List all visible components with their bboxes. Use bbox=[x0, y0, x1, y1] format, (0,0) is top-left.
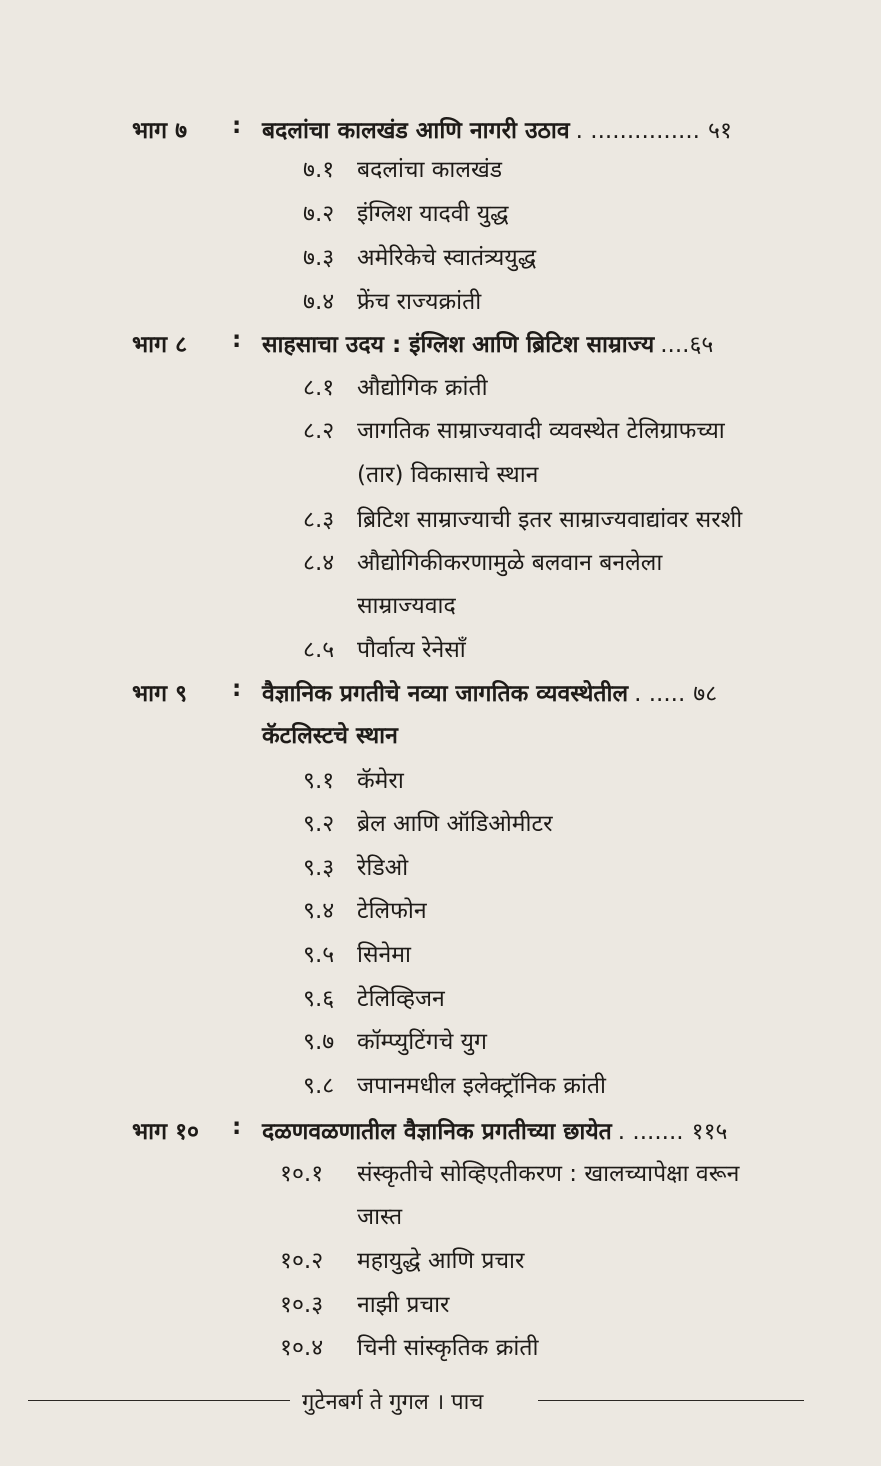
item-number: ७.२ bbox=[303, 201, 335, 227]
item-text: इंग्लिश यादवी युद्ध bbox=[357, 201, 509, 227]
item-text: नाझी प्रचार bbox=[357, 1292, 450, 1318]
page-number: ११५ bbox=[691, 1119, 728, 1145]
item-text-continued: साम्राज्यवाद bbox=[357, 593, 456, 619]
leader-dots: . ....... bbox=[617, 1119, 684, 1145]
leader-dots: .... bbox=[660, 332, 690, 358]
item-text: ब्रेल आणि ऑडिओमीटर bbox=[357, 811, 553, 837]
item-text: फ्रेंच राज्यक्रांती bbox=[357, 289, 482, 315]
item-number: ८.२ bbox=[303, 418, 335, 444]
part-heading bbox=[0, 676, 881, 716]
item-text-continued: (तार) विकासाचे स्थान bbox=[357, 462, 539, 488]
part-label: भाग ७ bbox=[132, 118, 188, 144]
page-footer bbox=[0, 1386, 881, 1416]
item-number: १०.३ bbox=[280, 1292, 324, 1318]
part-title-line bbox=[262, 676, 717, 708]
page-number: ५१ bbox=[707, 118, 732, 144]
part-title-line bbox=[262, 327, 713, 359]
part-colon: : bbox=[232, 676, 242, 702]
item-number: ९.२ bbox=[303, 811, 335, 837]
footer-text: गुटेनबर्ग ते गुगल । पाच bbox=[302, 1390, 484, 1415]
item-number: ८.१ bbox=[303, 375, 335, 401]
item-text: जागतिक साम्राज्यवादी व्यवस्थेत टेलिग्राफच्या bbox=[357, 418, 725, 444]
page-number: ६५ bbox=[689, 332, 714, 358]
item-text: कॉम्प्युटिंगचे युग bbox=[357, 1029, 487, 1055]
part-colon: : bbox=[232, 1114, 242, 1140]
item-number: १०.२ bbox=[280, 1248, 324, 1274]
part-colon: : bbox=[232, 327, 242, 353]
page-number: ७८ bbox=[693, 681, 718, 707]
item-text: औद्योगिकीकरणामुळे बलवान बनलेला bbox=[357, 550, 663, 576]
item-text: बदलांचा कालखंड bbox=[357, 157, 503, 183]
part-label: भाग ९ bbox=[132, 681, 188, 707]
item-text: ब्रिटिश साम्राज्याची इतर साम्राज्यवाद्यांवर सरशी bbox=[357, 507, 743, 533]
item-number: ७.१ bbox=[303, 157, 335, 183]
item-number: ७.४ bbox=[303, 289, 335, 315]
item-text: रेडिओ bbox=[357, 855, 409, 881]
item-text: कॅमेरा bbox=[357, 768, 404, 794]
item-number: ९.१ bbox=[303, 768, 335, 794]
item-text: औद्योगिक क्रांती bbox=[357, 375, 488, 401]
item-text: संस्कृतीचे सोव्हिएतीकरण : खालच्यापेक्षा वरून bbox=[357, 1161, 740, 1187]
item-number: ९.४ bbox=[303, 898, 335, 924]
part-title: वैज्ञानिक प्रगतीचे नव्या जागतिक व्यवस्थेतील bbox=[262, 681, 629, 707]
part-label: भाग ८ bbox=[132, 332, 188, 358]
item-number: ९.५ bbox=[303, 942, 335, 968]
footer-rule-left bbox=[28, 1400, 290, 1401]
part-title: साहसाचा उदय : इंग्लिश आणि ब्रिटिश साम्राज्य bbox=[262, 332, 655, 358]
item-text: महायुद्धे आणि प्रचार bbox=[357, 1248, 525, 1274]
part-heading bbox=[0, 1114, 881, 1154]
leader-dots: . ..... bbox=[634, 681, 686, 707]
item-number: ९.६ bbox=[303, 986, 335, 1012]
part-title: बदलांचा कालखंड आणि नागरी उठाव bbox=[262, 118, 570, 144]
item-number: ९.७ bbox=[303, 1029, 335, 1055]
part-heading bbox=[0, 113, 881, 153]
part-heading bbox=[0, 327, 881, 367]
part-title-line bbox=[262, 1114, 728, 1146]
item-text: सिनेमा bbox=[357, 942, 411, 968]
item-number: ९.८ bbox=[303, 1073, 335, 1099]
item-text: टेलिफोन bbox=[357, 898, 427, 924]
footer-rule-right bbox=[538, 1400, 804, 1401]
part-colon: : bbox=[232, 113, 242, 139]
item-text: जपानमधील इलेक्ट्रॉनिक क्रांती bbox=[357, 1073, 606, 1099]
item-number: ९.३ bbox=[303, 855, 335, 881]
item-text: पौर्वात्य रेनेसाँ bbox=[357, 637, 466, 663]
part-title-continued: कॅटलिस्टचे स्थान bbox=[262, 723, 398, 749]
item-number: ७.३ bbox=[303, 245, 335, 271]
item-number: १०.१ bbox=[280, 1161, 324, 1187]
item-number: ८.४ bbox=[303, 550, 335, 576]
item-text: चिनी सांस्कृतिक क्रांती bbox=[357, 1335, 539, 1361]
item-number: १०.४ bbox=[280, 1335, 324, 1361]
part-label: भाग १० bbox=[132, 1119, 200, 1145]
part-title: दळणवळणातील वैज्ञानिक प्रगतीच्या छायेत bbox=[262, 1119, 612, 1145]
item-text: अमेरिकेचे स्वातंत्र्ययुद्ध bbox=[357, 245, 537, 271]
item-number: ८.३ bbox=[303, 507, 335, 533]
part-title-line bbox=[262, 113, 732, 145]
item-text: टेलिव्हिजन bbox=[357, 986, 445, 1012]
item-number: ८.५ bbox=[303, 637, 335, 663]
item-text-continued: जास्त bbox=[357, 1204, 403, 1230]
leader-dots: . ............... bbox=[575, 118, 700, 144]
